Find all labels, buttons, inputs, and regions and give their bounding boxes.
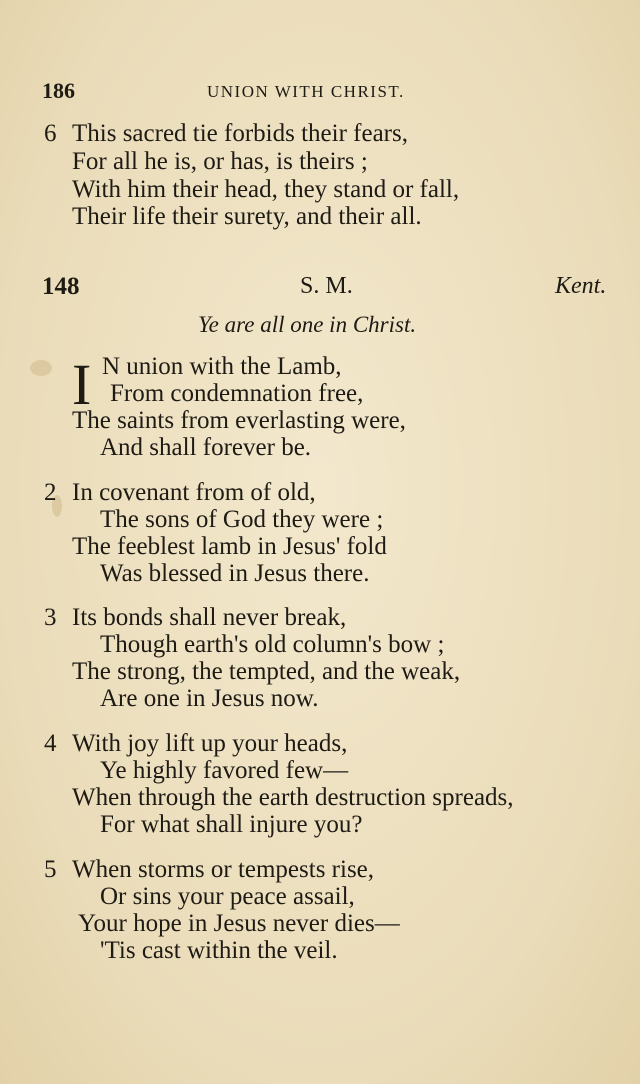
hymn-tune: Kent. xyxy=(555,273,607,299)
verse-line: Your hope in Jesus never dies— xyxy=(78,910,400,937)
verse-line: Ye highly favored few— xyxy=(100,757,349,784)
verse-line: The feeblest lamb in Jesus' fold xyxy=(72,533,387,560)
hymn-number: 148 xyxy=(42,273,80,300)
verse-line: Their life their surety, and their all. xyxy=(72,203,422,230)
page-header xyxy=(42,78,602,108)
verse-line: The saints from everlasting were, xyxy=(72,407,406,434)
verse-line: The strong, the tempted, and the weak, xyxy=(72,658,461,685)
verse-line: Its bonds shall never break, xyxy=(72,604,347,631)
drop-cap: I xyxy=(72,352,92,417)
verse-line: Was blessed in Jesus there. xyxy=(100,560,370,587)
verse-line: N union with the Lamb, xyxy=(102,353,342,380)
verse-line: For what shall injure you? xyxy=(100,811,363,838)
verse-line: In covenant from of old, xyxy=(72,479,316,506)
verse-line: With him their head, they stand or fall, xyxy=(72,176,460,203)
verse-line: And shall forever be. xyxy=(100,434,312,461)
verse-number: 3 xyxy=(44,604,57,631)
verse-line: When storms or tempests rise, xyxy=(72,856,375,883)
verse-number: 5 xyxy=(44,856,57,883)
verse-line: When through the earth destruction spreads, xyxy=(72,784,514,811)
verse-line: Are one in Jesus now. xyxy=(100,685,319,712)
verse-line: The sons of God they were ; xyxy=(100,506,384,533)
hymn-meter: S. M. xyxy=(300,273,353,299)
verse-number: 6 xyxy=(44,120,57,147)
verse-line: Though earth's old column's bow ; xyxy=(100,631,445,658)
verse-number: 4 xyxy=(44,730,57,757)
verse-line: For all he is, or has, is theirs ; xyxy=(72,148,368,175)
verse-line: From condemnation free, xyxy=(110,380,364,407)
verse-line: 'Tis cast within the veil. xyxy=(100,937,338,964)
verse-line: With joy lift up your heads, xyxy=(72,730,348,757)
verse-line: This sacred tie forbids their fears, xyxy=(72,120,408,147)
page-number: 186 xyxy=(42,78,75,103)
running-title: UNION WITH CHRIST. xyxy=(207,82,405,101)
hymn-subtitle: Ye are all one in Christ. xyxy=(198,312,417,337)
verse-number: 2 xyxy=(44,479,57,506)
verse-line: Or sins your peace assail, xyxy=(100,883,355,910)
page-stain xyxy=(30,360,52,376)
